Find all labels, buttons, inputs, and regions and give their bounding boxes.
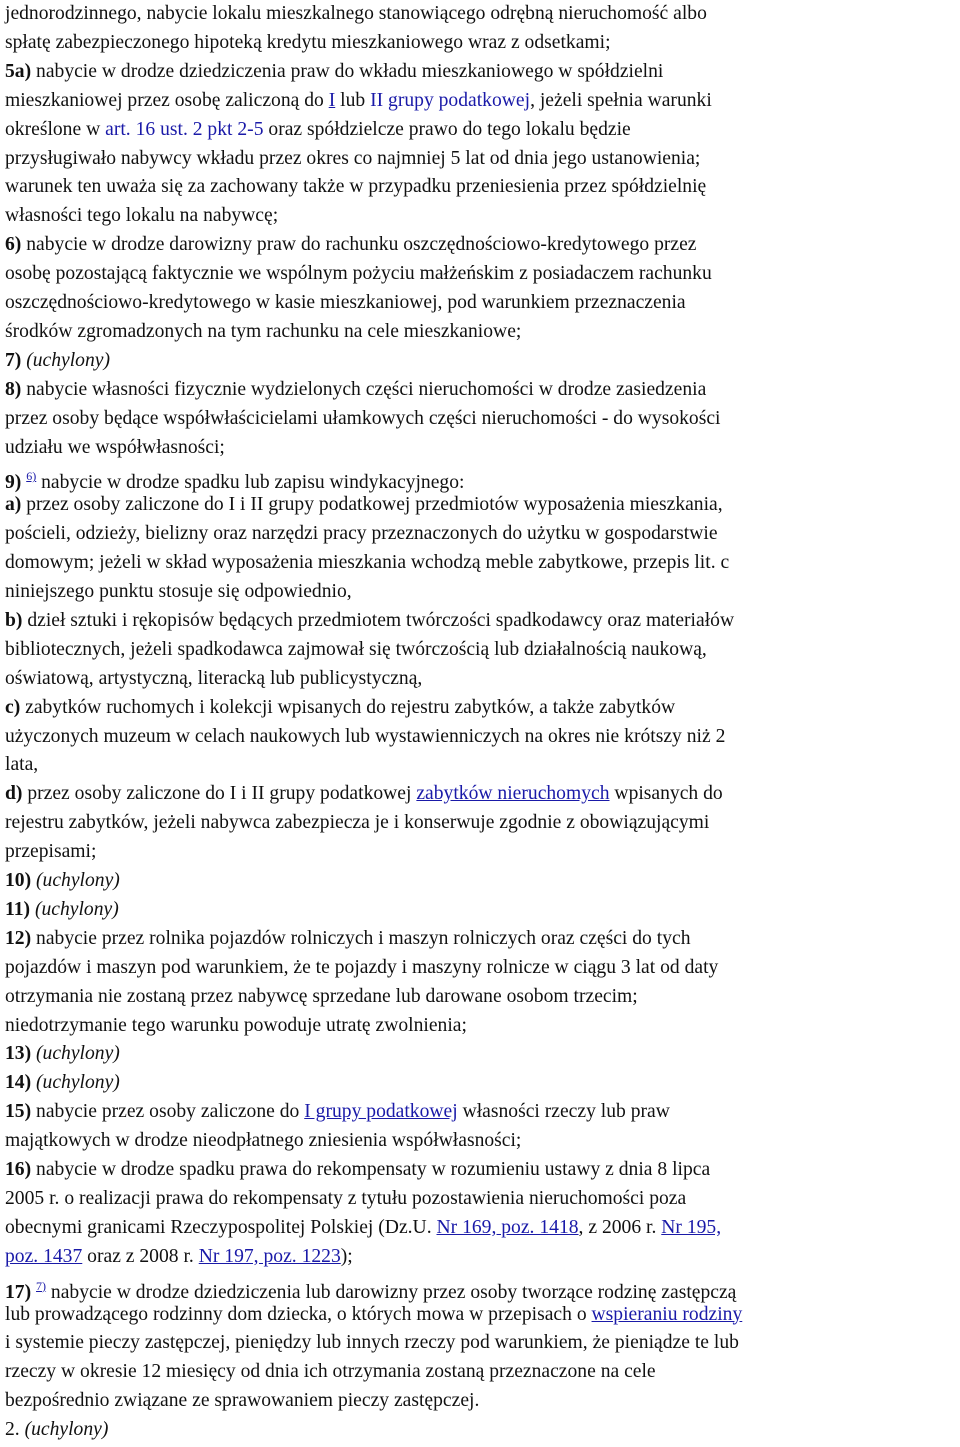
text-line [5, 491, 723, 519]
text-line [5, 1416, 108, 1444]
text-line [5, 405, 721, 433]
text-segment: oszczędnościowo-kredytowego w kasie mieszkaniowej, pod warunkiem przeznaczenia [5, 292, 686, 313]
text-segment: użyczonych muzeum w celach naukowych lub wystawienniczych na okres nie krótszy niż 2 [5, 725, 726, 747]
text-line [5, 607, 734, 635]
item-number: c) [5, 696, 21, 718]
text-line [5, 723, 725, 751]
repealed-note: (uchylony) [31, 1072, 120, 1094]
text-segment: nabycie w drodze darowizny praw do rachunku oszczędnościowo-kredytowego przez [21, 234, 697, 256]
text-segment: przysługiwało nabywcy wkładu przez okres co najmniej 5 lat od dnia jego ustanowienia; [5, 147, 701, 169]
text-line [5, 867, 120, 895]
item-number: 13) [5, 1043, 32, 1065]
text-line [5, 665, 422, 693]
text-line [5, 231, 697, 259]
text-segment: oświatową, artystyczną, literacką lub publicystyczną, [5, 667, 423, 689]
text-segment: nabycie w drodze spadku lub zapisu windykacyjnego: [36, 472, 465, 494]
text-segment: ); [340, 1245, 353, 1267]
text-line [5, 983, 638, 1011]
text-segment: oraz z 2008 r. [82, 1245, 199, 1267]
text-segment: spłatę zabezpieczonego hipoteką kredytu mieszkaniowego wraz z odsetkami; [5, 31, 611, 53]
text-segment: niedotrzymanie tego warunku powoduje utratę zwolnienia; [5, 1014, 467, 1036]
text-segment: warunek ten uważa się za zachowany także w przypadku przeniesienia przez spółdzielnię [5, 176, 707, 198]
text-segment: jednorodzinnego, nabycie lokalu mieszkalnego stanowiącego odrębną nieruchomość albo [5, 3, 707, 24]
text-segment: przez osoby będące współwłaścicielami ułamkowych części nieruchomości - do wysokości [5, 407, 721, 429]
text-segment: lub prowadzącego rodzinny dom dziecka, o których mowa w przepisach o [5, 1303, 592, 1325]
text-segment: majątkowych w drodze nieodpłatnego zniesienia współwłasności; [5, 1130, 522, 1152]
text-line [5, 1040, 120, 1068]
text-segment: nabycie własności fizycznie wydzielonych części nieruchomości w drodze zasiedzenia [21, 378, 707, 400]
text-segment: bibliotecznych, jeżeli spadkodawca zajmował się twórczością lub działalnością naukową, [5, 638, 707, 660]
text-line [5, 462, 465, 494]
text-line [5, 1243, 353, 1271]
text-segment: określone w [5, 118, 106, 140]
repealed-note: (uchylony) [31, 870, 120, 891]
text-line [5, 58, 663, 86]
text-line [5, 1098, 670, 1126]
item-number: 9) [5, 472, 22, 494]
item-number: 15) [5, 1101, 32, 1123]
reference-link[interactable]: Nr 169, poz. 1418 [436, 1216, 579, 1238]
text-segment: 2. [5, 1419, 25, 1441]
text-segment: wpisanych do [609, 783, 723, 805]
item-number: a) [5, 494, 22, 516]
repealed-note: (uchylony) [30, 898, 119, 920]
reference-link[interactable]: art. 16 ust. 2 pkt 2-5 [105, 118, 264, 140]
text-line [5, 1387, 479, 1415]
text-line [5, 751, 38, 779]
text-segment: , z 2006 r. [578, 1216, 662, 1238]
text-segment: oraz spółdzielcze prawo do tego lokalu będzie [263, 118, 631, 140]
text-line [5, 145, 700, 173]
text-line [5, 202, 278, 230]
text-line [5, 954, 718, 982]
text-line [5, 1069, 120, 1097]
item-number: d) [5, 783, 23, 805]
text-segment: bezpośrednio związane ze sprawowaniem pieczy zastępczej. [5, 1390, 480, 1412]
item-number: b) [5, 609, 23, 631]
text-segment: rejestru zabytków, jeżeli nabywca zabezpiecza je i konserwuje zgodnie z obowiązującymi [5, 812, 710, 834]
text-line [5, 1272, 737, 1303]
text-segment: osobę pozostającą faktycznie we wspólnym pożyciu małżeńskim z posiadaczem rachunku [5, 263, 712, 285]
text-segment: nabycie przez rolnika pojazdów rolniczych i maszyn rolniczych oraz części do tych [31, 927, 691, 949]
text-segment: nabycie w drodze dziedziczenia praw do wkładu mieszkaniowego w spółdzielni [31, 60, 664, 82]
text-line [5, 376, 706, 404]
text-line [5, 1012, 467, 1040]
text-line [5, 1301, 742, 1329]
reference-link[interactable]: I grupy podatkowej [304, 1101, 458, 1123]
repealed-note: (uchylony) [21, 349, 110, 371]
text-line [5, 116, 631, 144]
text-line [5, 87, 712, 115]
item-number: 7) [5, 349, 22, 371]
reference-link[interactable]: poz. 1437 [5, 1245, 83, 1267]
item-number: 6) [5, 234, 22, 256]
item-number: 14) [5, 1072, 32, 1094]
text-segment: 2005 r. o realizacji prawa do rekompensaty z tytułu pozostawienia nieruchomości poza [5, 1187, 687, 1209]
text-line [5, 289, 686, 317]
item-number: 12) [5, 927, 32, 949]
footnote-link[interactable]: 7) [36, 1278, 47, 1293]
text-line [5, 780, 723, 808]
text-line [5, 29, 611, 57]
reference-link[interactable]: II grupy podatkowej [370, 89, 531, 111]
reference-link[interactable]: I [328, 89, 336, 111]
text-line [5, 694, 675, 722]
text-segment: udziału we współwłasności; [5, 436, 225, 458]
reference-link[interactable]: wspieraniu rodziny [591, 1303, 743, 1325]
text-segment: pościeli, odzieży, bielizny oraz narzędzi pracy przeznaczonych do użytku w gospodarstwie [5, 523, 718, 545]
text-line [5, 1329, 739, 1357]
item-number: 16) [5, 1159, 32, 1180]
footnote-link[interactable]: 6) [26, 469, 37, 484]
text-line [5, 636, 707, 664]
text-segment: przez osoby zaliczone do I i II grupy podatkowej [22, 783, 417, 805]
text-segment: własności rzeczy lub praw [457, 1101, 670, 1123]
text-segment: lata, [5, 754, 39, 776]
text-segment: dzieł sztuki i rękopisów będących przedmiotem twórczości spadkodawcy oraz materiałów [22, 609, 735, 631]
text-segment: lub [335, 89, 371, 111]
text-line [5, 549, 729, 577]
text-line [5, 838, 96, 866]
text-line [5, 1358, 656, 1386]
text-line [5, 520, 718, 548]
text-segment: nabycie w drodze dziedziczenia lub darowizny przez osoby tworzące rodzinę zastępczą [46, 1281, 737, 1303]
text-line [5, 318, 521, 346]
item-number: 5a) [5, 60, 32, 82]
text-line [5, 1185, 686, 1213]
text-line [5, 925, 691, 953]
text-segment: przez osoby zaliczone do I i II grupy podatkowej przedmiotów wyposażenia mieszkania, [21, 494, 723, 516]
repealed-note: (uchylony) [24, 1419, 109, 1441]
reference-link[interactable]: Nr 195, [661, 1216, 722, 1238]
item-number: 11) [5, 898, 31, 920]
text-line [5, 347, 110, 375]
text-line [5, 260, 712, 288]
reference-link[interactable]: zabytków nieruchomych [416, 783, 610, 805]
text-line [5, 1127, 521, 1155]
text-line [5, 1214, 721, 1242]
item-number: 8) [5, 378, 22, 400]
text-line [5, 896, 119, 924]
text-segment: niniejszego punktu stosuje się odpowiednio, [5, 581, 352, 602]
text-segment: nabycie w drodze spadku prawa do rekompensaty w rozumieniu ustawy z dnia 8 lipca [31, 1159, 711, 1180]
text-segment: obecnymi granicami Rzeczypospolitej Polskiej (Dz.U. [5, 1216, 437, 1238]
text-segment: zabytków ruchomych i kolekcji wpisanych do rejestru zabytków, a także zabytków [20, 696, 676, 718]
text-line [5, 578, 352, 606]
text-segment: rzeczy w okresie 12 miesięcy od dnia ich otrzymania zostaną przeznaczone na cele [5, 1361, 656, 1383]
text-line [5, 1156, 710, 1184]
reference-link[interactable]: Nr 197, poz. 1223 [198, 1245, 341, 1267]
text-segment: środków zgromadzonych na tym rachunku na cele mieszkaniowe; [5, 320, 522, 342]
text-segment: domowym; jeżeli w skład wyposażenia mieszkania wchodzą meble zabytkowe, przepis lit. c [5, 552, 730, 574]
text-segment: nabycie przez osoby zaliczone do [31, 1101, 305, 1123]
item-number: 10) [5, 870, 32, 891]
text-segment: mieszkaniowej przez osobę zaliczoną do [5, 89, 329, 111]
text-segment: otrzymania nie zostaną przez nabywcę sprzedane lub darowane osobom trzecim; [5, 985, 638, 1007]
text-line [5, 434, 225, 462]
item-number: 17) [5, 1281, 32, 1303]
text-segment: przepisami; [5, 841, 97, 863]
text-segment: własności tego lokalu na nabywcę; [5, 205, 279, 227]
text-line [5, 0, 707, 28]
text-line [5, 173, 706, 201]
text-segment: pojazdów i maszyn pod warunkiem, że te pojazdy i maszyny rolnicze w ciągu 3 lat od daty [5, 956, 719, 978]
repealed-note: (uchylony) [31, 1043, 120, 1065]
text-line [5, 809, 709, 837]
text-segment: , jeżeli spełnia warunki [530, 89, 712, 111]
text-segment: i systemie pieczy zastępczej, pieniędzy lub innych rzeczy pod warunkiem, że pieniądze te lub [5, 1332, 739, 1354]
